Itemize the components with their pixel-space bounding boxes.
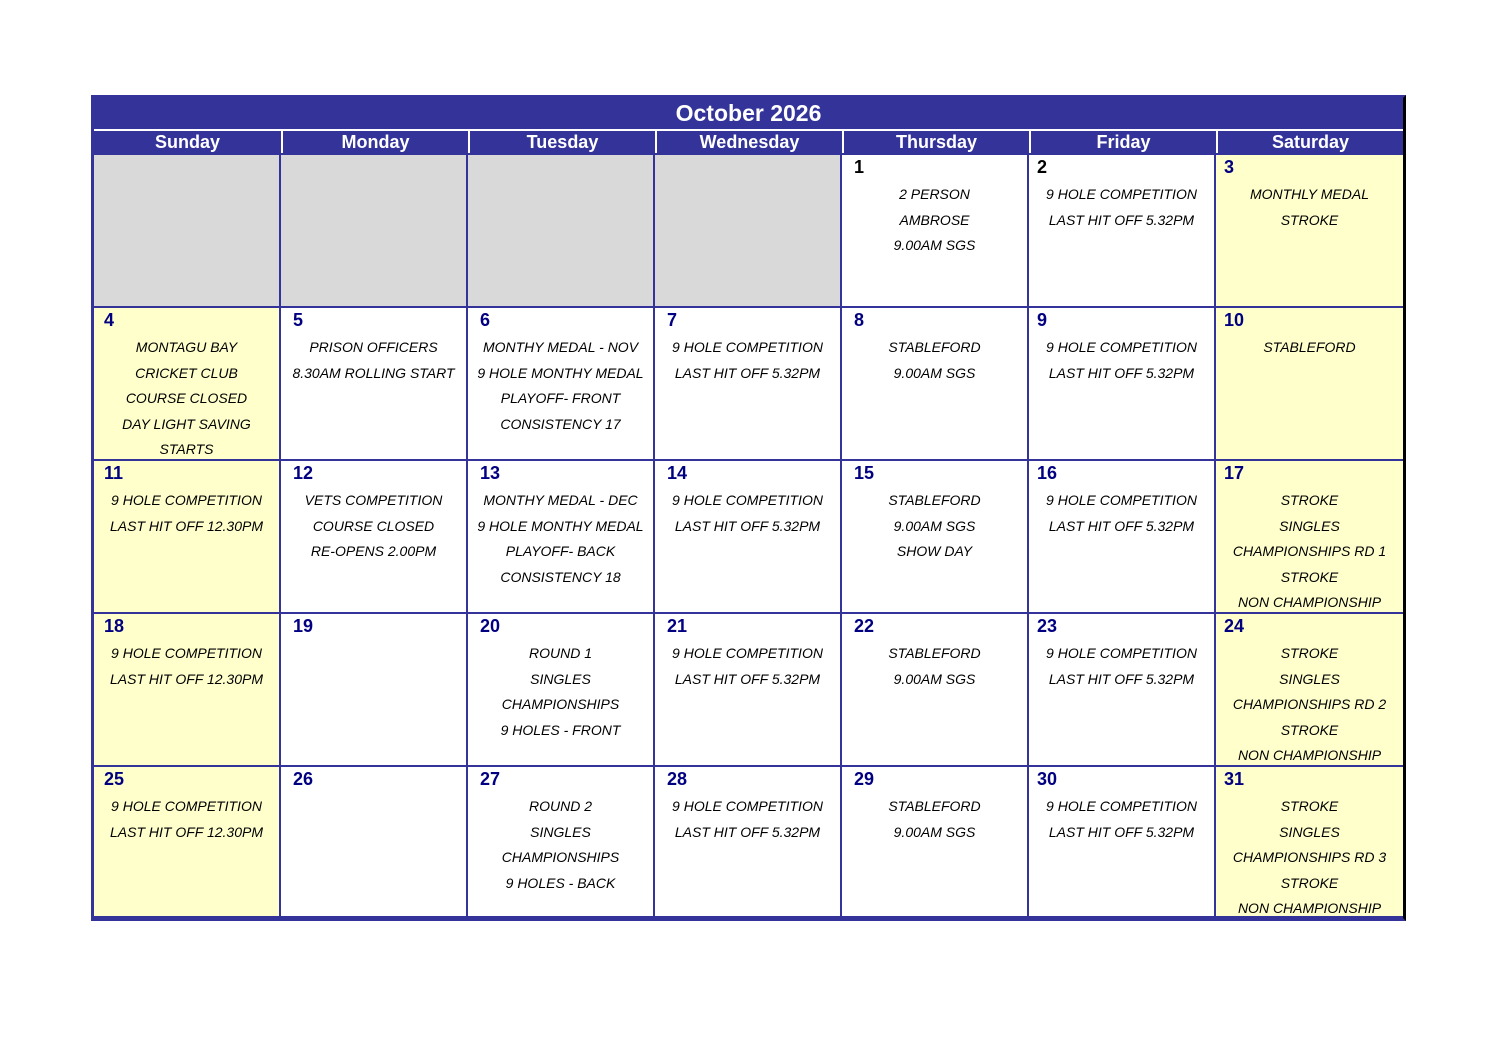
day-cell-9: [1029, 308, 1214, 459]
event-line: LAST HIT OFF 5.32PM: [674, 517, 821, 534]
event-list: [1029, 488, 1214, 539]
day-number: 11: [104, 463, 124, 483]
event-list: [281, 488, 466, 565]
day-cell-1: [842, 155, 1027, 306]
event-line: 9 HOLE COMPETITION: [1046, 186, 1197, 202]
event-list: [94, 794, 279, 845]
event-line: STROKE: [1280, 645, 1339, 661]
day-number: 9: [1037, 310, 1048, 330]
event-line: CHAMPIONSHIPS: [501, 696, 620, 712]
event-line: STABLEFORD: [1263, 339, 1356, 355]
event-line: PRISON OFFICERS: [309, 339, 438, 355]
day-cell-12: [281, 461, 466, 612]
day-number: 8: [854, 310, 865, 330]
day-cell-26: [281, 767, 466, 916]
day-cell-22: [842, 614, 1027, 765]
event-line: 9.00AM SGS: [893, 670, 976, 687]
event-line: 9 HOLE MONTHY MEDAL: [477, 517, 644, 534]
day-number: 31: [1224, 769, 1245, 789]
event-line: RE-OPENS 2.00PM: [310, 543, 437, 559]
event-list: [655, 488, 840, 539]
day-cell-20: [468, 614, 653, 765]
event-line: 9 HOLE COMPETITION: [111, 492, 262, 508]
event-line: LAST HIT OFF 5.32PM: [674, 364, 821, 381]
event-line: 8.30AM ROLLING START: [292, 364, 455, 381]
event-line: SHOW DAY: [896, 543, 973, 559]
day-number: 17: [1224, 463, 1245, 483]
event-line: LAST HIT OFF 5.32PM: [674, 670, 821, 687]
event-line: 9 HOLE MONTHY MEDAL: [477, 364, 644, 381]
day-cell-25: [94, 767, 279, 916]
month-title: October 2026: [94, 98, 1403, 129]
event-line: MONTAGU BAY: [135, 339, 238, 355]
event-line: DAY LIGHT SAVING: [122, 415, 251, 432]
event-list: [842, 335, 1027, 386]
event-line: SINGLES: [530, 670, 591, 687]
weekday-header-row: [94, 131, 1403, 153]
event-list: [1216, 182, 1403, 233]
day-cell-28: [655, 767, 840, 916]
calendar-grid: [94, 153, 1403, 918]
event-line: CHAMPIONSHIPS RD 2: [1232, 696, 1387, 712]
day-cell-15: [842, 461, 1027, 612]
event-line: PLAYOFF- BACK: [505, 543, 616, 559]
event-line: COURSE CLOSED: [125, 390, 248, 406]
day-cell-2: [1029, 155, 1214, 306]
event-line: NON CHAMPIONSHIP: [1237, 900, 1382, 916]
event-line: 2 PERSON: [899, 186, 970, 202]
day-cell-8: [842, 308, 1027, 459]
day-cell-18: [94, 614, 279, 765]
day-number: 24: [1224, 616, 1245, 636]
event-list: [842, 794, 1027, 845]
empty-day-cell: [281, 155, 466, 306]
event-line: ROUND 1: [528, 645, 592, 661]
event-line: STROKE: [1280, 874, 1339, 891]
event-list: [1029, 182, 1214, 233]
event-line: SINGLES: [1279, 517, 1340, 534]
event-line: STROKE: [1280, 721, 1339, 738]
month-calendar: [91, 95, 1406, 921]
weekday-thursday: Thursday: [842, 131, 1029, 153]
event-line: SINGLES: [1279, 670, 1340, 687]
weekday-tuesday: Tuesday: [468, 131, 655, 153]
event-line: 9.00AM SGS: [893, 823, 976, 840]
weekday-wednesday: Wednesday: [655, 131, 842, 153]
day-cell-24: [1216, 614, 1403, 765]
event-list: [842, 182, 1027, 259]
day-cell-14: [655, 461, 840, 612]
day-cell-10: [1216, 308, 1403, 459]
event-line: LAST HIT OFF 12.30PM: [109, 517, 263, 534]
event-line: STARTS: [159, 441, 214, 457]
event-list: [1029, 641, 1214, 692]
event-line: STABLEFORD: [888, 645, 981, 661]
event-line: PLAYOFF- FRONT: [500, 390, 621, 406]
weekday-friday: Friday: [1029, 131, 1216, 153]
day-number: 23: [1037, 616, 1058, 636]
event-line: 9.00AM SGS: [893, 364, 976, 381]
day-number: 12: [293, 463, 314, 483]
event-line: MONTHY MEDAL - DEC: [483, 492, 638, 508]
event-line: NON CHAMPIONSHIP: [1237, 594, 1382, 610]
event-list: [468, 335, 653, 437]
event-list: [468, 794, 653, 896]
event-list: [655, 794, 840, 845]
event-list: [1216, 488, 1403, 612]
event-line: 9 HOLES - BACK: [505, 874, 616, 891]
event-line: 9 HOLE COMPETITION: [1046, 798, 1197, 814]
weekday-sunday: Sunday: [154, 132, 220, 152]
event-list: [842, 641, 1027, 692]
event-list: [655, 335, 840, 386]
event-line: 9.00AM SGS: [893, 237, 976, 253]
event-list: [94, 488, 279, 539]
event-list: [281, 335, 466, 386]
day-cell-19: [281, 614, 466, 765]
event-line: AMBROSE: [899, 211, 970, 228]
event-list: [94, 641, 279, 692]
day-cell-17: [1216, 461, 1403, 612]
day-cell-31: [1216, 767, 1403, 916]
event-line: MONTHLY MEDAL: [1249, 186, 1370, 202]
event-line: VETS COMPETITION: [304, 492, 443, 508]
day-number: 19: [293, 616, 314, 636]
event-line: LAST HIT OFF 5.32PM: [674, 823, 821, 840]
day-cell-21: [655, 614, 840, 765]
event-list: [1029, 335, 1214, 386]
event-line: LAST HIT OFF 5.32PM: [1048, 823, 1195, 840]
day-number: 10: [1224, 310, 1245, 330]
day-number: 28: [667, 769, 688, 789]
day-cell-11: [94, 461, 279, 612]
day-number: 14: [667, 463, 688, 483]
event-line: CRICKET CLUB: [135, 364, 238, 381]
event-list: [1216, 641, 1403, 765]
event-line: NON CHAMPIONSHIP: [1237, 747, 1382, 763]
event-line: 9 HOLE COMPETITION: [111, 645, 262, 661]
event-line: MONTHY MEDAL - NOV: [482, 339, 639, 355]
event-list: [842, 488, 1027, 565]
day-number: 29: [854, 769, 875, 789]
event-line: COURSE CLOSED: [312, 517, 435, 534]
day-number: 18: [104, 616, 125, 636]
event-line: 9 HOLE COMPETITION: [672, 339, 823, 355]
event-line: 9 HOLES - FRONT: [500, 721, 621, 738]
day-number: 22: [854, 616, 875, 636]
event-line: CHAMPIONSHIPS RD 3: [1232, 849, 1387, 865]
day-cell-29: [842, 767, 1027, 916]
day-cell-23: [1029, 614, 1214, 765]
empty-day-cell: [94, 155, 279, 306]
day-cell-3: [1216, 155, 1403, 306]
event-line: CONSISTENCY 17: [500, 415, 621, 432]
event-line: CHAMPIONSHIPS RD 1: [1232, 543, 1387, 559]
event-line: LAST HIT OFF 12.30PM: [109, 823, 263, 840]
event-line: STROKE: [1280, 798, 1339, 814]
event-list: [94, 335, 279, 459]
day-number: 6: [480, 310, 491, 330]
day-cell-30: [1029, 767, 1214, 916]
event-line: STROKE: [1280, 568, 1339, 585]
event-list: [1216, 794, 1403, 916]
event-line: STABLEFORD: [888, 339, 981, 355]
day-cell-5: [281, 308, 466, 459]
event-line: STROKE: [1280, 492, 1339, 508]
day-number: 26: [293, 769, 314, 789]
day-cell-16: [1029, 461, 1214, 612]
event-line: 9 HOLE COMPETITION: [1046, 492, 1197, 508]
event-list: [468, 641, 653, 743]
event-line: 9 HOLE COMPETITION: [1046, 339, 1197, 355]
day-number: 27: [480, 769, 501, 789]
day-number: 16: [1037, 463, 1058, 483]
event-line: 9 HOLE COMPETITION: [672, 798, 823, 814]
day-cell-13: [468, 461, 653, 612]
event-list: [1216, 335, 1403, 361]
day-number: 7: [667, 310, 678, 330]
event-line: 9 HOLE COMPETITION: [672, 645, 823, 661]
weekday-saturday: Saturday: [1216, 131, 1403, 153]
event-list: [468, 488, 653, 590]
day-number: 4: [104, 310, 115, 330]
event-line: 9.00AM SGS: [893, 517, 976, 534]
day-cell-4: [94, 308, 279, 459]
event-line: 9 HOLE COMPETITION: [672, 492, 823, 508]
event-line: SINGLES: [1279, 823, 1340, 840]
day-number: 20: [480, 616, 501, 636]
day-cell-27: [468, 767, 653, 916]
event-line: LAST HIT OFF 12.30PM: [109, 670, 263, 687]
day-number: 5: [293, 310, 304, 330]
event-line: ROUND 2: [528, 798, 592, 814]
day-number: 13: [480, 463, 501, 483]
event-line: SINGLES: [530, 823, 591, 840]
day-number: 3: [1224, 157, 1235, 177]
event-line: STROKE: [1280, 211, 1339, 228]
event-line: STABLEFORD: [888, 492, 981, 508]
event-line: 9 HOLE COMPETITION: [1046, 645, 1197, 661]
event-list: [1029, 794, 1214, 845]
day-number: 25: [104, 769, 125, 789]
day-number: 1: [854, 157, 865, 177]
day-number: 2: [1037, 157, 1048, 177]
event-list: [655, 641, 840, 692]
day-number: 21: [667, 616, 688, 636]
day-number: 30: [1037, 769, 1058, 789]
event-line: 9 HOLE COMPETITION: [111, 798, 262, 814]
event-line: LAST HIT OFF 5.32PM: [1048, 517, 1195, 534]
event-line: LAST HIT OFF 5.32PM: [1048, 364, 1195, 381]
empty-day-cell: [655, 155, 840, 306]
empty-day-cell: [468, 155, 653, 306]
event-line: CHAMPIONSHIPS: [501, 849, 620, 865]
day-cell-7: [655, 308, 840, 459]
event-line: CONSISTENCY 18: [500, 568, 621, 585]
event-line: LAST HIT OFF 5.32PM: [1048, 211, 1195, 228]
event-line: STABLEFORD: [888, 798, 981, 814]
day-cell-6: [468, 308, 653, 459]
weekday-monday: Monday: [281, 131, 468, 153]
day-number: 15: [854, 463, 875, 483]
event-line: LAST HIT OFF 5.32PM: [1048, 670, 1195, 687]
